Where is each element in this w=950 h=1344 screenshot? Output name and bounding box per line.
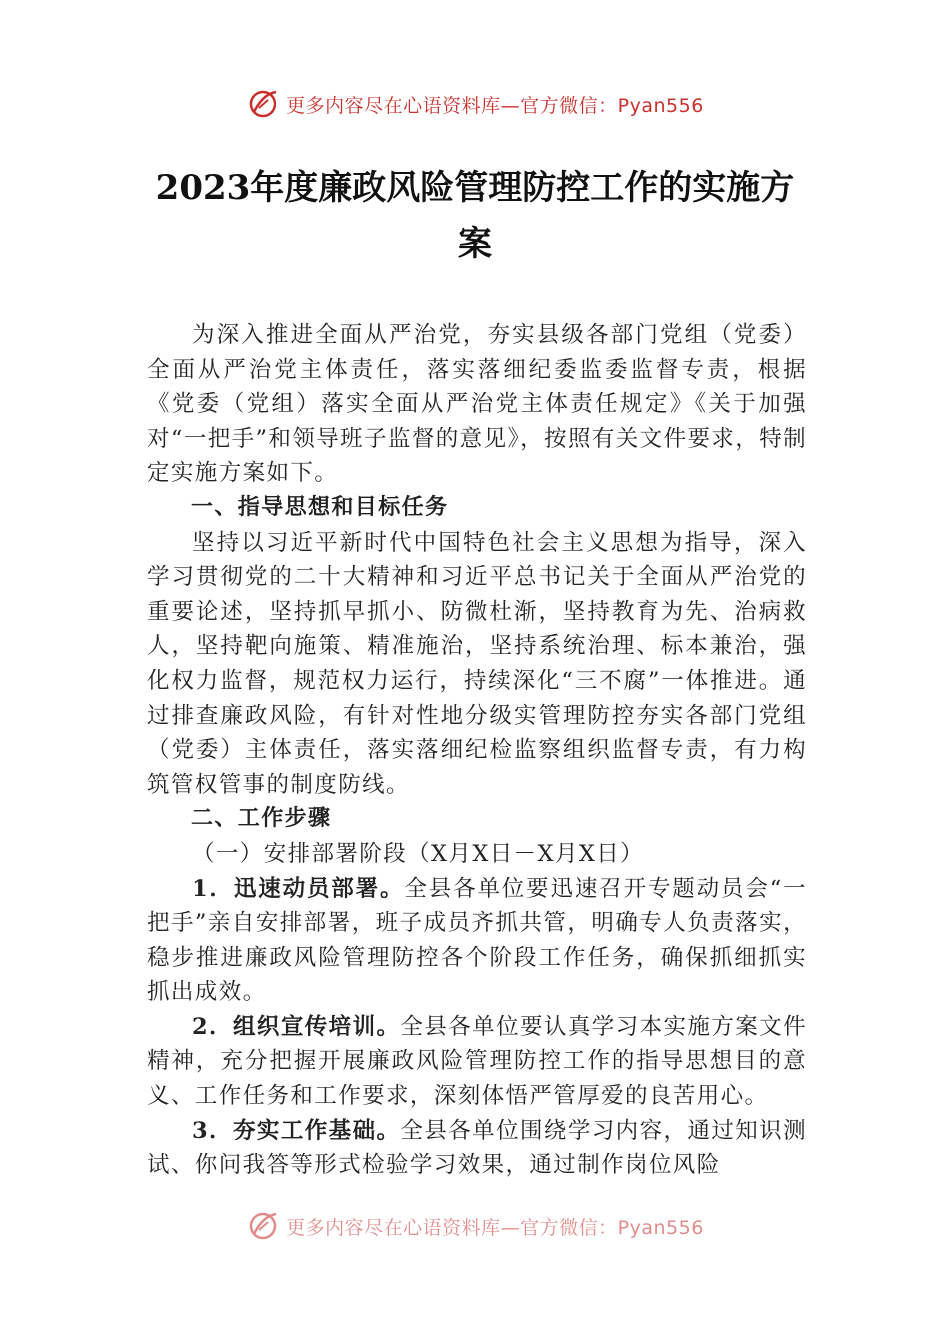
section-heading-2: 二、工作步骤 — [191, 806, 332, 832]
watermark-text: 更多内容尽在心语资料库—官方微信：Pyan556 — [286, 94, 704, 117]
document-body — [147, 318, 807, 1183]
title-line-2: 案 — [458, 224, 492, 264]
item-title: 1．迅速动员部署。 — [192, 875, 405, 902]
logo-icon — [246, 86, 282, 122]
item-text: 全县各单位要认真学习本实施方案文件精神，充分把握开展廉政风险管理防控工作的指导思想目的意义、工作任务和工作要求，深刻体悟严管厚爱的良苦用心。 — [147, 1013, 807, 1110]
paragraph-1: 坚持以习近平新时代中国特色社会主义思想为指导，深入学习贯彻党的二十大精神和习近平总书记关于全面从严治党的重要论述，坚持抓早抓小、防微杜渐，坚持教育为先、治病救人，坚持靶向施策、精准施治，坚持系统治理、标本兼治，强化权力监督，规范权力运行，持续深化“三不腐”一体推进。通过排查廉政风险，有针对性地分级实管理防控夯实各部门党组（党委）主体责任，落实落细纪检监察组织监督专责，有力构筑管权管事的制度防线。 — [147, 529, 807, 798]
document-title — [140, 160, 810, 272]
list-item — [147, 1114, 807, 1183]
item-title: 3．夯实工作基础。 — [192, 1117, 401, 1144]
watermark-header — [0, 86, 950, 122]
intro-paragraph: 为深入推进全面从严治党，夯实县级各部门党组（党委）全面从严治党主体责任，落实落细纪委监委监督专责，根据《党委（党组）落实全面从严治党主体责任规定》《关于加强对“一把手”和领导班子监督的意见》，按照有关文件要求，特制定实施方案如下。 — [147, 322, 807, 487]
watermark-text: 更多内容尽在心语资料库—官方微信：Pyan556 — [286, 1216, 704, 1239]
section-heading-1: 一、指导思想和目标任务 — [191, 494, 449, 520]
item-title: 2．组织宣传培训。 — [192, 1013, 401, 1040]
title-line-1: 2023年度廉政风险管理防控工作的实施方 — [155, 168, 795, 208]
subsection-heading-1: （一）安排部署阶段（X月X日－X月X日） — [192, 840, 645, 867]
item-text: 全县各单位要迅速召开专题动员会“一把手”亲自安排部署，班子成员齐抓共管，明确专人负责落实，稳步推进廉政风险管理防控各个阶段工作任务，确保抓细抓实抓出成效。 — [147, 875, 807, 1006]
list-item — [147, 1010, 807, 1114]
list-item — [147, 872, 807, 1010]
watermark-footer — [0, 1208, 950, 1244]
logo-icon — [246, 1208, 282, 1244]
item-text: 全县各单位围绕学习内容，通过知识测试、你问我答等形式检验学习效果，通过制作岗位风险 — [147, 1117, 807, 1179]
